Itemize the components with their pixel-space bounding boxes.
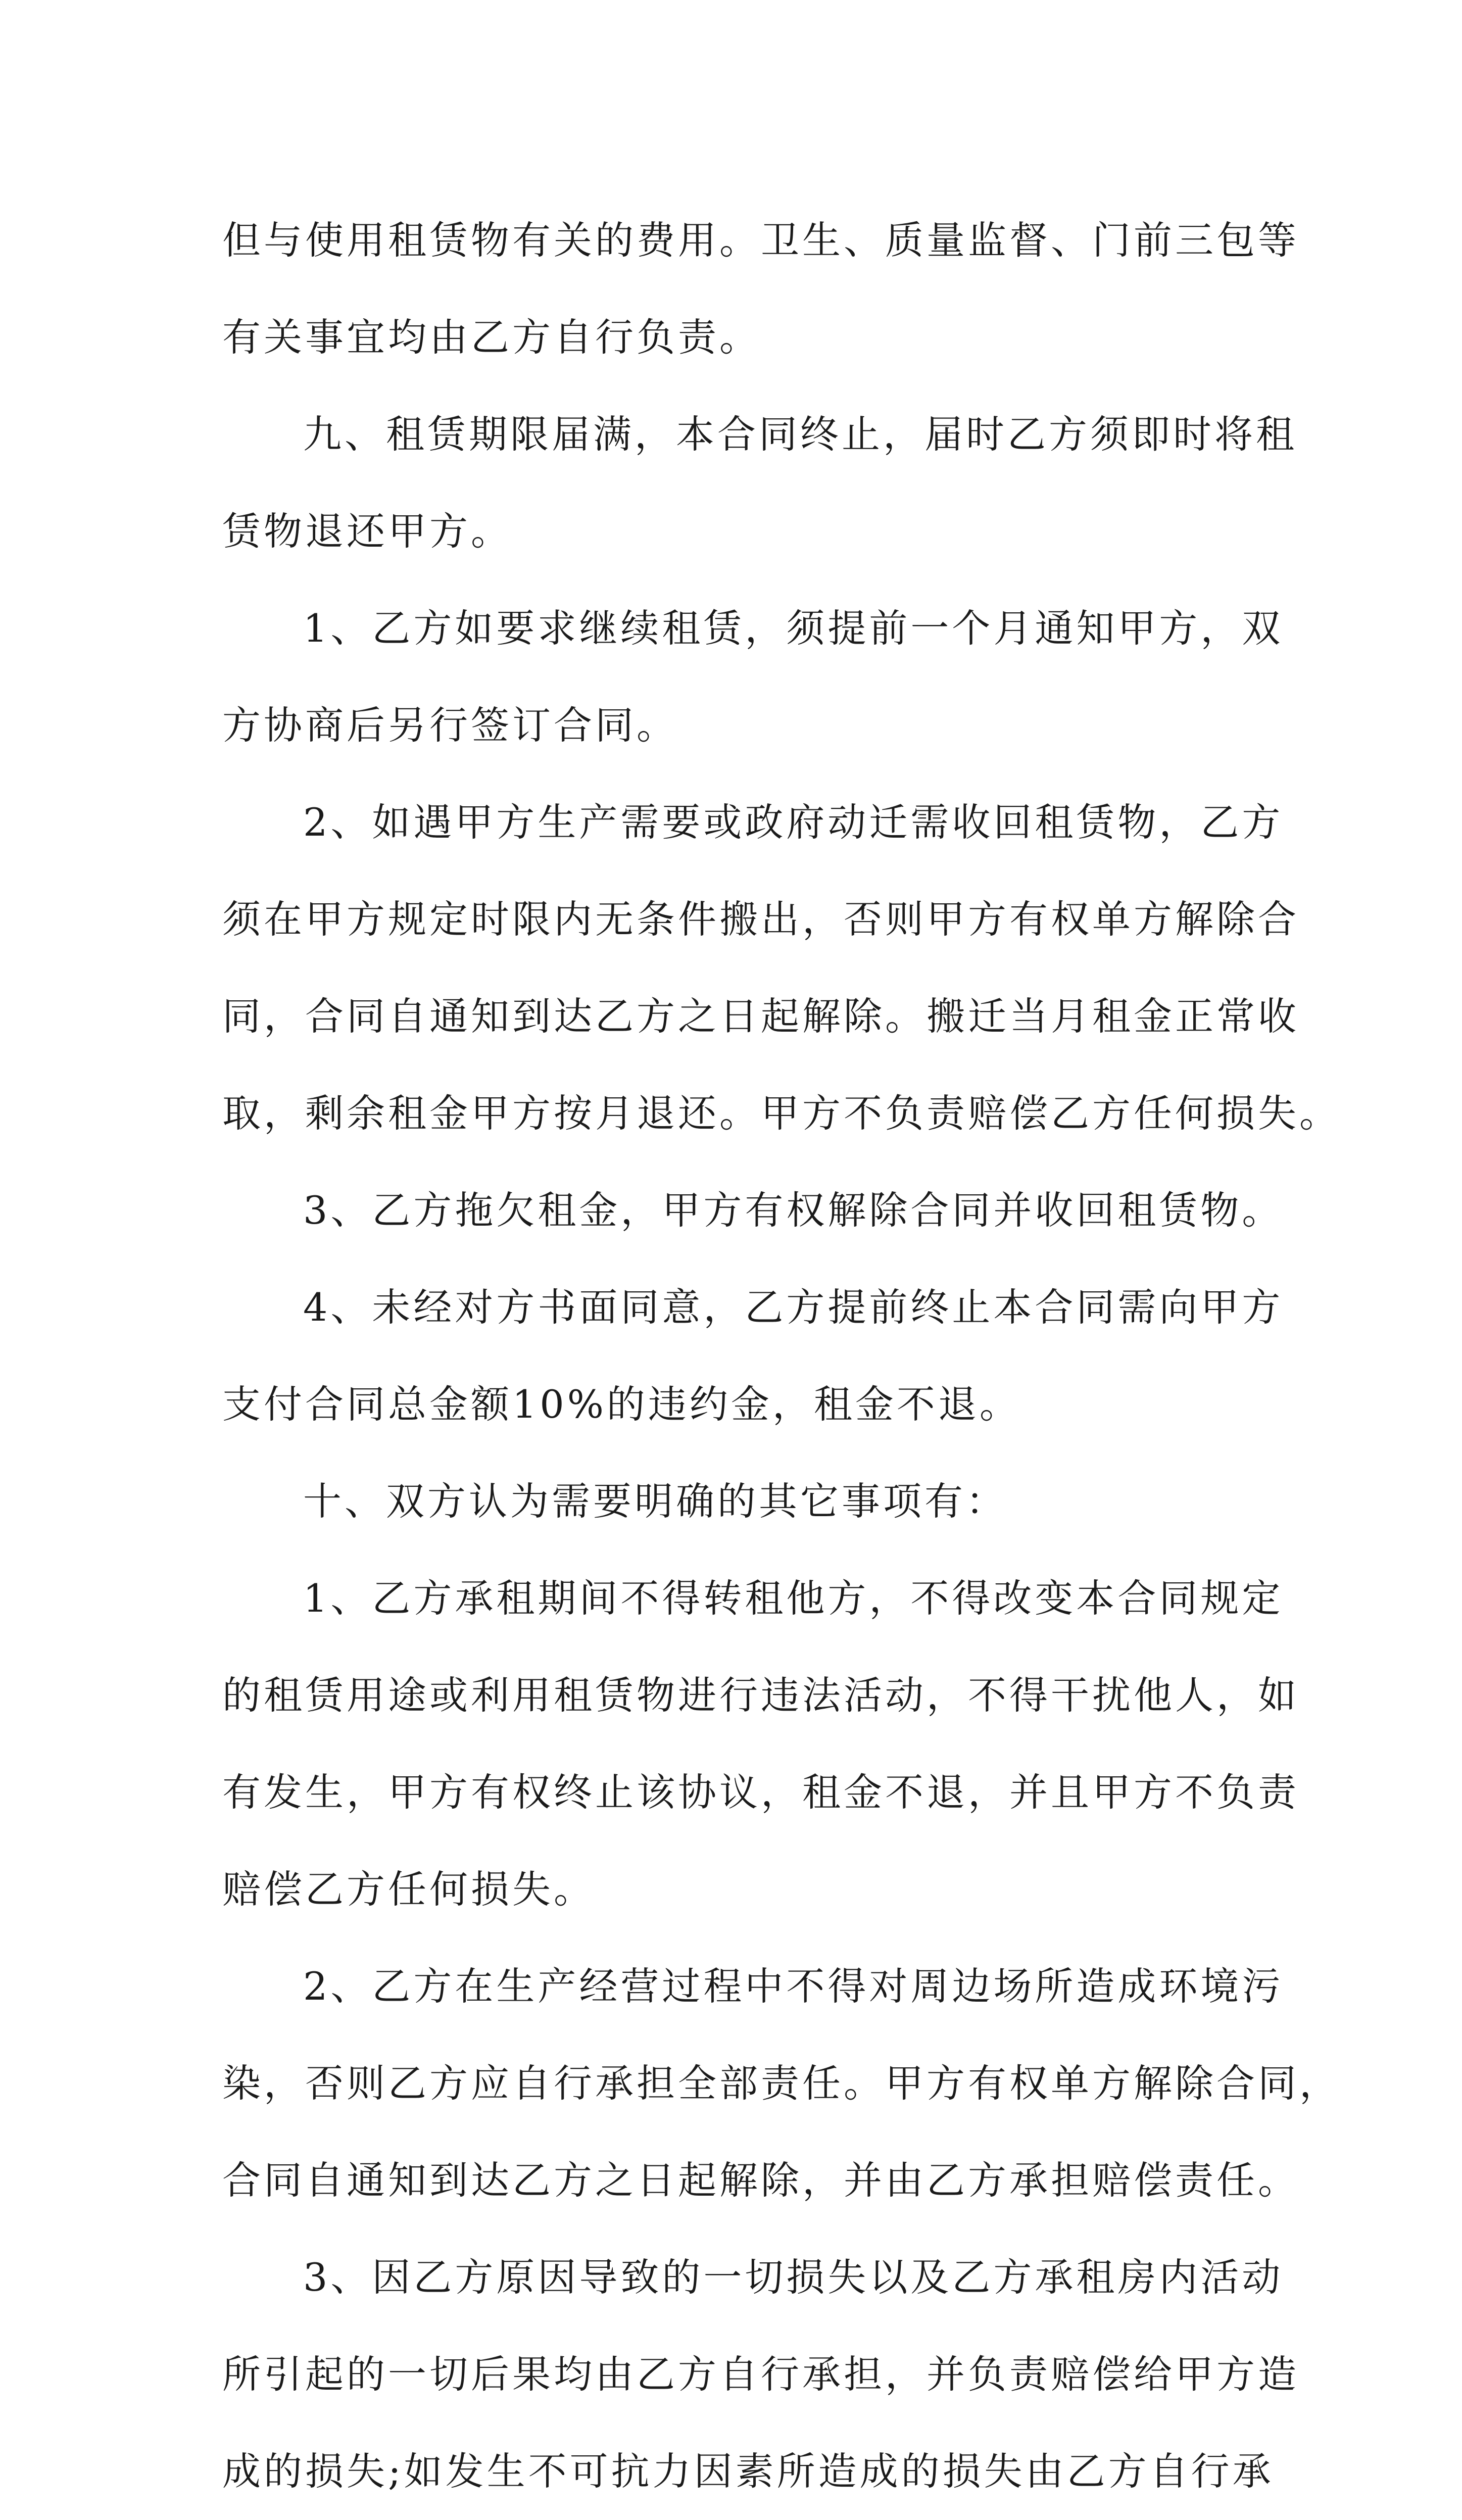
clause-10-2: 2、乙方在生产经营过程中不得对周边场所造成环境污: [303, 1964, 1284, 2009]
text-line: 须在甲方规定时限内无条件搬出，否则甲方有权单方解除合: [222, 897, 1299, 942]
text-line: 有关事宜均由乙方自行负责。: [222, 315, 761, 360]
text-line: 取，剩余租金甲方按月退还。甲方不负责赔偿乙方任何损失。: [222, 1091, 1341, 1136]
text-line: 有发生，甲方有权终止该协议，租金不退，并且甲方不负责: [222, 1770, 1299, 1815]
text-line: 合同自通知到达乙方之日起解除，并由乙方承担赔偿责任。: [222, 2158, 1299, 2203]
text-line: 但与使用租赁物有关的费用。卫生、质量监督、门前三包等: [222, 218, 1299, 263]
section-heading-9: 九、租赁期限届满，本合同终止，届时乙方须即时将租: [303, 412, 1297, 457]
clause-9-1: 1、乙方如要求继续租赁，须提前一个月通知甲方，双: [303, 606, 1284, 651]
text-line: 赁物退还甲方。: [222, 509, 512, 554]
text-line: 成的损失;如发生不可抗力因素所造成的损失由乙方自行承: [222, 2449, 1274, 2494]
document-body: [222, 192, 1341, 2520]
text-line: 所引起的一切后果均由乙方自行承担，并负责赔偿给甲方造: [222, 2352, 1299, 2397]
text-line: 赔偿乙方任何损失。: [222, 1867, 595, 1912]
clause-10-3: 3、因乙方原因导致的一切损失以及乙方承租房内活动: [303, 2255, 1284, 2300]
clause-10-1: 1、乙方承租期间不得转租他方，不得改变本合同规定: [303, 1576, 1284, 1621]
text-line: 染，否则乙方应自行承担全部责任。甲方有权单方解除合同，: [222, 2061, 1341, 2106]
text-line: 的租赁用途或利用租赁物进行违法活动，不得干扰他人，如: [222, 1673, 1299, 1718]
text-line: 方协商后另行签订合同。: [222, 703, 678, 748]
section-heading-10: 十、双方认为需要明确的其它事项有：: [303, 1479, 1007, 1524]
text-line: 同，合同自通知到达乙方之日起解除。搬迁当月租金正常收: [222, 994, 1299, 1039]
clause-9-4: 4、未经对方书面同意，乙方提前终止本合同需向甲方: [303, 1285, 1284, 1330]
clause-9-3: 3、乙方拖欠租金，甲方有权解除合同并收回租赁物。: [303, 1188, 1284, 1233]
text-line: 支付合同总金额10%的违约金，租金不退。: [222, 1382, 1021, 1427]
clause-9-2: 2、如遇甲方生产需要或政府动迁需收回租赁物，乙方: [303, 800, 1284, 845]
